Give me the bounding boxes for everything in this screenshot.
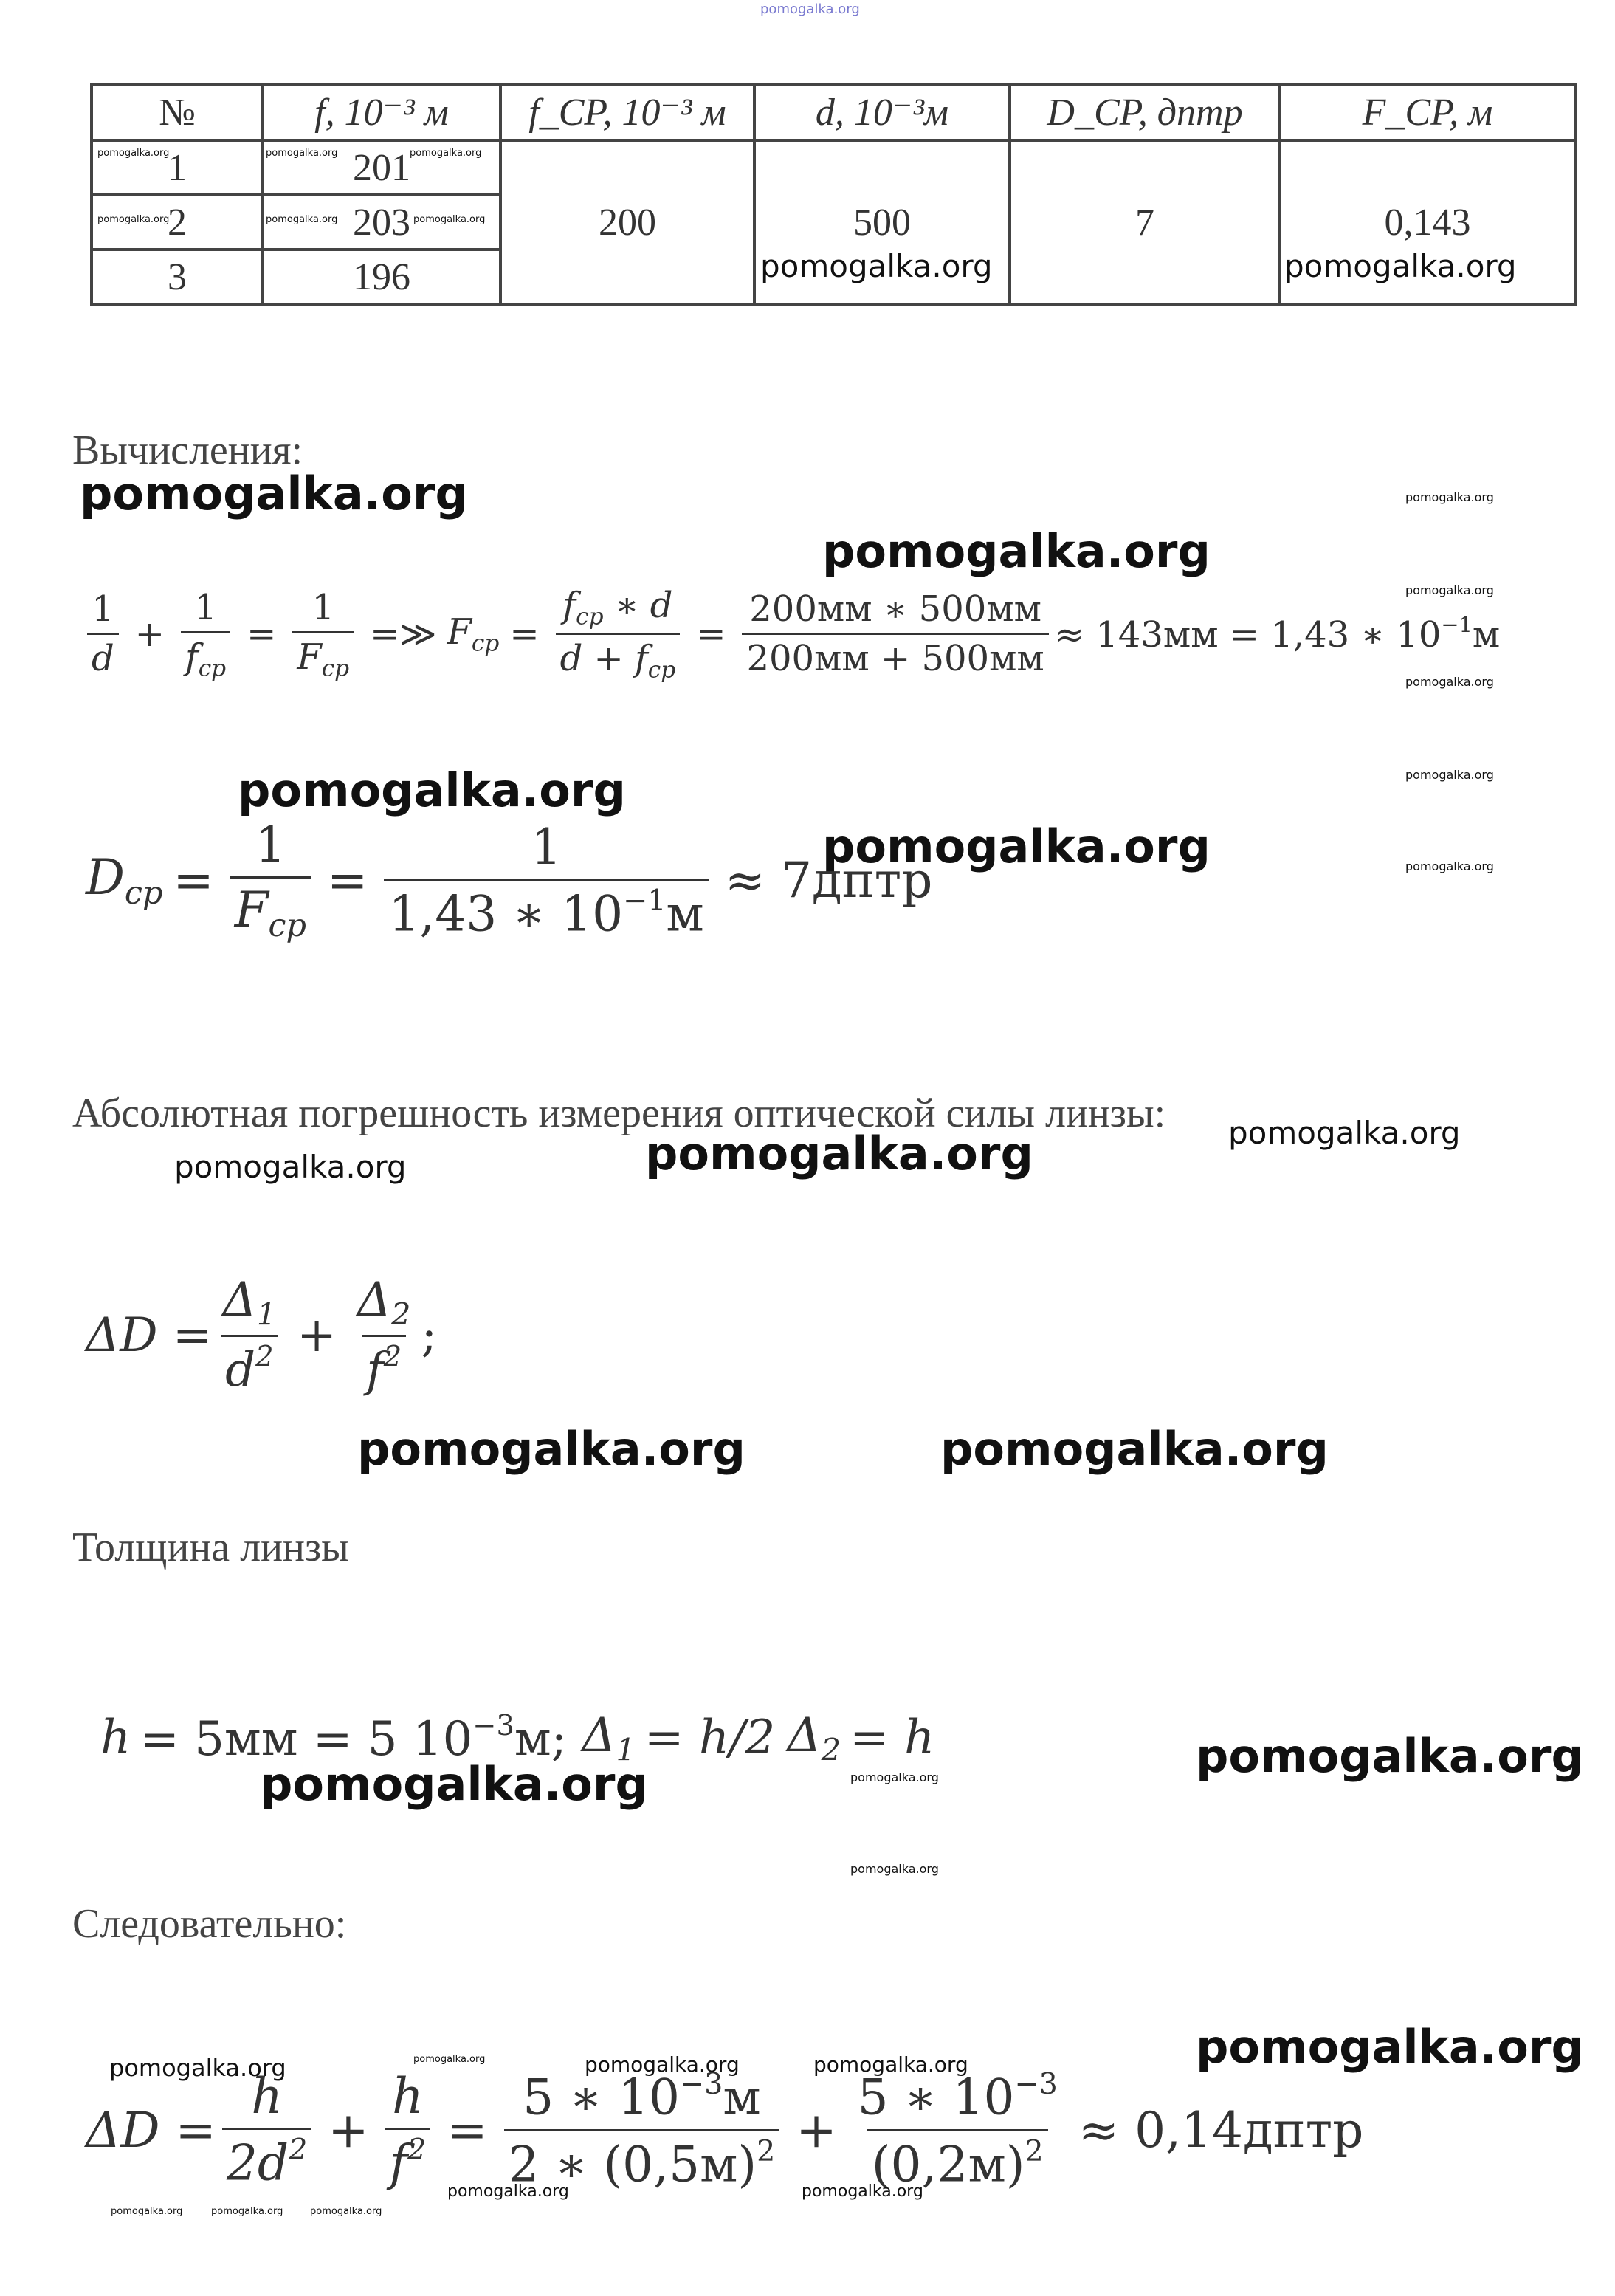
header-number: № xyxy=(92,84,263,140)
watermark: pomogalka.org xyxy=(1405,859,1494,873)
watermark: pomogalka.org xyxy=(1228,1115,1461,1151)
header-f: f, 10⁻³ м xyxy=(263,84,500,140)
fraction: $\frac{1}{d}$ xyxy=(87,588,119,679)
heading-therefore: Следовательно: xyxy=(72,1901,347,1947)
cell-F-cp: 0,143 xyxy=(1280,140,1575,304)
watermark: pomogalka.org xyxy=(645,1127,1033,1180)
watermark: pomogalka.org xyxy=(357,1422,745,1476)
watermark: pomogalka.org xyxy=(410,148,482,159)
header-f-cp: f_CP, 10⁻³ м xyxy=(500,84,754,140)
equation-optical-power: $D_{cp}$ = $\frac{1}{F_{cp}}$ = $\frac{1}{1,43 ∗ 10^{-1}м}$ ≈ 7дптр xyxy=(86,817,933,944)
watermark: pomogalka.org xyxy=(822,819,1211,873)
watermark: pomogalka.org xyxy=(1405,768,1494,782)
watermark: pomogalka.org xyxy=(1405,583,1494,597)
equation-final-error: ΔD = $\frac{h}{2d^2}$ + $\frac{h}{f^2}$ = $\frac{5 ∗ 10^{-3}м}{2 ∗ (0,5м)^2}$ + $\frac{5 ∗ 10^{-3}}{(0,2м)^2}$ ≈ 0,14дптр xyxy=(86,2067,1364,2193)
watermark: pomogalka.org xyxy=(802,2182,923,2201)
cell-f: 196 xyxy=(263,250,500,304)
fraction: $\frac{1}{F_{cp}}$ xyxy=(230,817,311,944)
watermark: pomogalka.org xyxy=(238,763,626,817)
fraction: $\frac{200мм ∗ 500мм}{200мм + 500мм}$ xyxy=(742,588,1048,679)
equation-error-formula: ΔD = $\frac{\Delta_1}{d^2}$ + $\frac{\Delta_2}{f^2}$ ; xyxy=(86,1273,438,1398)
cell-d: 500 xyxy=(754,140,1010,304)
heading-calculations: Вычисления: xyxy=(72,427,303,473)
watermark: pomogalka.org xyxy=(109,2054,286,2082)
watermark: pomogalka.org xyxy=(1196,2020,1584,2074)
fraction: $\frac{\Delta_1}{d^2}$ xyxy=(218,1273,281,1398)
cell-D-cp: 7 xyxy=(1010,140,1280,304)
watermark: pomogalka.org xyxy=(260,1757,648,1811)
watermark: pomogalka.org xyxy=(413,214,486,225)
watermark: pomogalka.org xyxy=(211,2206,283,2217)
watermark: pomogalka.org xyxy=(850,1862,939,1876)
watermark: pomogalka.org xyxy=(174,1149,407,1185)
heading-thickness: Толщина линзы xyxy=(72,1525,349,1570)
cell-f: 203 xyxy=(263,195,500,250)
cell-n: 3 xyxy=(92,250,263,304)
fraction: $\frac{h}{f^2}$ xyxy=(385,2068,431,2192)
heading-absolute-error: Абсолютная погрешность измерения оптической силы линзы: xyxy=(72,1090,1166,1136)
fraction: $\frac{f_{cp} ∗ d}{d + f_{cp}}$ xyxy=(556,585,681,684)
cell-n: 1 xyxy=(92,140,263,195)
equation-lens-formula: $\frac{1}{d}$ + $\frac{1}{f_{cp}}$ = $\frac{1}{F_{cp}}$ =≫ $F_{cp}$ = $\frac{f_{cp} ∗ d}{d + f_{cp}}$ = $\frac{200мм ∗ 500мм}{200мм + 500мм}$ ≈ 143мм = 1,43 ∗ $10^{-1}м$ xyxy=(81,585,1500,684)
cell-n: 2 xyxy=(92,195,263,250)
fraction: $\frac{1}{f_{cp}}$ xyxy=(181,587,230,681)
watermark: pomogalka.org xyxy=(447,2182,569,2201)
watermark-top: pomogalka.org xyxy=(760,1,860,17)
watermark: pomogalka.org xyxy=(111,2206,183,2217)
fraction: $\frac{1}{1,43 ∗ 10^{-1}м}$ xyxy=(384,819,708,943)
header-d: d, 10⁻³м xyxy=(754,84,1010,140)
cell-f: 201 xyxy=(263,140,500,195)
fraction: $\frac{1}{F_{cp}}$ xyxy=(292,587,354,681)
header-F-cp: F_CP, м xyxy=(1280,84,1575,140)
watermark: pomogalka.org xyxy=(266,214,338,225)
watermark: pomogalka.org xyxy=(80,467,468,520)
watermark: pomogalka.org xyxy=(266,148,338,159)
equation-thickness: h = 5мм = 5 $10^{-3}м$; $\Delta_1$ = h/2 $\Delta_2$ = h xyxy=(100,1708,935,1768)
watermark: pomogalka.org xyxy=(1405,675,1494,689)
fraction: $\frac{5 ∗ 10^{-3}}{(0,2м)^2}$ xyxy=(857,2067,1058,2193)
watermark: pomogalka.org xyxy=(940,1422,1329,1476)
watermark: pomogalka.org xyxy=(822,524,1211,578)
watermark: pomogalka.org xyxy=(813,2052,968,2077)
watermark: pomogalka.org xyxy=(413,2054,486,2065)
watermark: pomogalka.org xyxy=(310,2206,382,2217)
header-D-cp: D_CP, дптр xyxy=(1010,84,1280,140)
fraction: $\frac{h}{2d^2}$ xyxy=(222,2068,311,2192)
fraction: $\frac{5 ∗ 10^{-3}м}{2 ∗ (0,5м)^2}$ xyxy=(504,2067,780,2193)
watermark: pomogalka.org xyxy=(1405,490,1494,504)
watermark: pomogalka.org xyxy=(585,2052,740,2077)
watermark: pomogalka.org xyxy=(760,248,993,284)
watermark: pomogalka.org xyxy=(97,148,170,159)
watermark: pomogalka.org xyxy=(850,1770,939,1784)
table-header-row xyxy=(92,84,1575,140)
watermark: pomogalka.org xyxy=(1284,248,1517,284)
watermark: pomogalka.org xyxy=(97,214,170,225)
watermark: pomogalka.org xyxy=(1196,1729,1584,1783)
fraction: $\frac{\Delta_2}{f^2}$ xyxy=(357,1273,411,1398)
cell-f-cp: 200 xyxy=(500,140,754,304)
